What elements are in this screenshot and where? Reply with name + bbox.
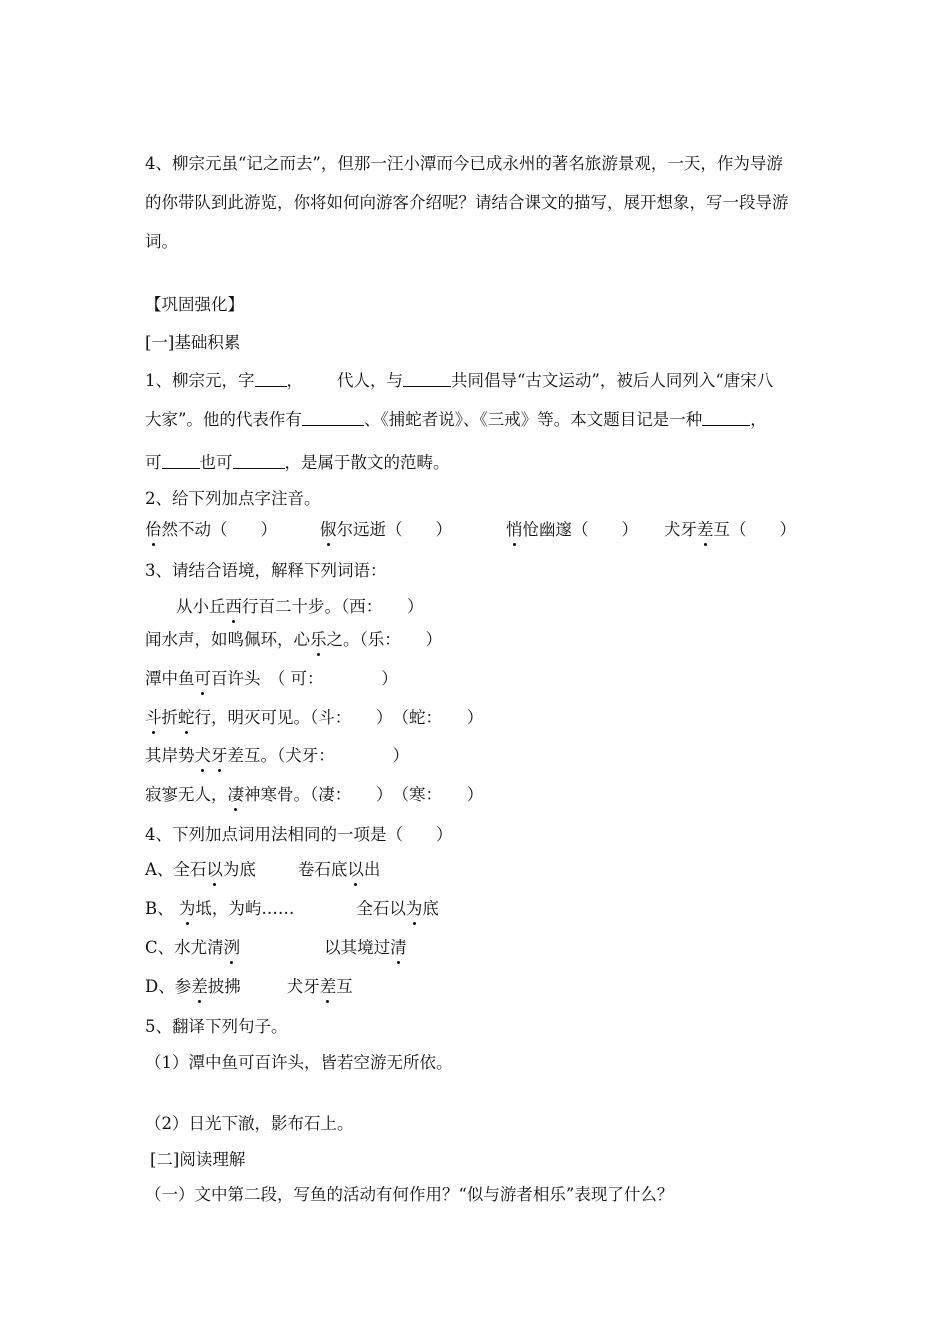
q3-line3: 潭中鱼可百许头 （ 可： ） <box>145 669 398 688</box>
subsection-basic: [一]基础积累 <box>145 333 241 352</box>
q2-item-3: 悄怆幽邃（ ） <box>506 520 638 539</box>
q4-option-d[interactable]: D、参差披拂 犬牙差互 <box>145 977 353 996</box>
q3-line5: 其岸势犬牙差互。（犬牙： ） <box>145 746 409 765</box>
q1-line1: 1、柳宗元，字 ， 代人，与 共同倡导“古文运动”，被后人同列入“唐宋八 <box>145 371 774 390</box>
q4-title: 4、下列加点词用法相同的一项是（ ） <box>145 825 453 844</box>
q3-line6: 寂寥无人，凄神寒骨。（凄： ） （寒： ） <box>145 785 484 804</box>
q4-top-line1: 4、柳宗元虽“记之而去”，但那一汪小潭而今已成永州的著名旅游景观，一天，作为导游 <box>145 154 783 173</box>
q4-option-a[interactable]: A、全石以为底 卷石底以出 <box>145 860 381 879</box>
q5-sentence-2: （2）日光下澈，影布石上。 <box>145 1114 354 1133</box>
q4-option-c[interactable]: C、水尤清洌 以其境过清 <box>145 938 407 957</box>
q5-sentence-1: （1）潭中鱼可百许头，皆若空游无所依。 <box>145 1053 453 1072</box>
subsection-reading: [二]阅读理解 <box>150 1150 246 1169</box>
q2-title: 2、给下列加点字注音。 <box>145 489 321 508</box>
q3-line2: 闻水声，如鸣佩环，心乐之。（乐： ） <box>145 630 442 649</box>
q4-top-line2: 的你带队到此游览，你将如何向游客介绍呢？请结合课文的描写，展开想象，写一段导游 <box>145 193 789 212</box>
blank-zi[interactable] <box>255 370 287 387</box>
q3-title: 3、请结合语境，解释下列词语： <box>145 561 387 580</box>
q5-title: 5、翻译下列句子。 <box>145 1017 288 1036</box>
q3-line4: 斗折蛇行，明灭可见。（斗： ） （蛇： ） <box>145 708 484 727</box>
q4-top-line3: 词。 <box>145 232 178 251</box>
blank-partner[interactable] <box>403 370 451 387</box>
reading-q1: （一）文中第二段，写鱼的活动有何作用？“似与游者相乐”表现了什么？ <box>145 1185 674 1204</box>
q1-line3: 可 也可 ，是属于散文的范畴。 <box>145 453 450 472</box>
section-heading: 【巩固强化】 <box>145 295 244 314</box>
q3-line1: 从小丘西行百二十步。（西： ） <box>176 597 424 616</box>
blank-may2[interactable] <box>233 452 285 469</box>
blank-genre[interactable] <box>702 409 750 426</box>
blank-may1[interactable] <box>162 452 200 469</box>
blank-works[interactable] <box>302 409 364 426</box>
q2-item-2: 俶尔远逝（ ） <box>320 520 452 539</box>
q1-line2: 大家”。他的代表作有 、《捕蛇者说》、《三戒》等。本文题目记是一种 ， <box>145 410 767 429</box>
q2-item-4: 犬牙差互（ ） <box>664 520 796 539</box>
q2-item-1: 佁然不动（ ） <box>145 520 277 539</box>
q4-option-b[interactable]: B、 为坻，为屿…… 全石以为底 <box>145 899 439 918</box>
